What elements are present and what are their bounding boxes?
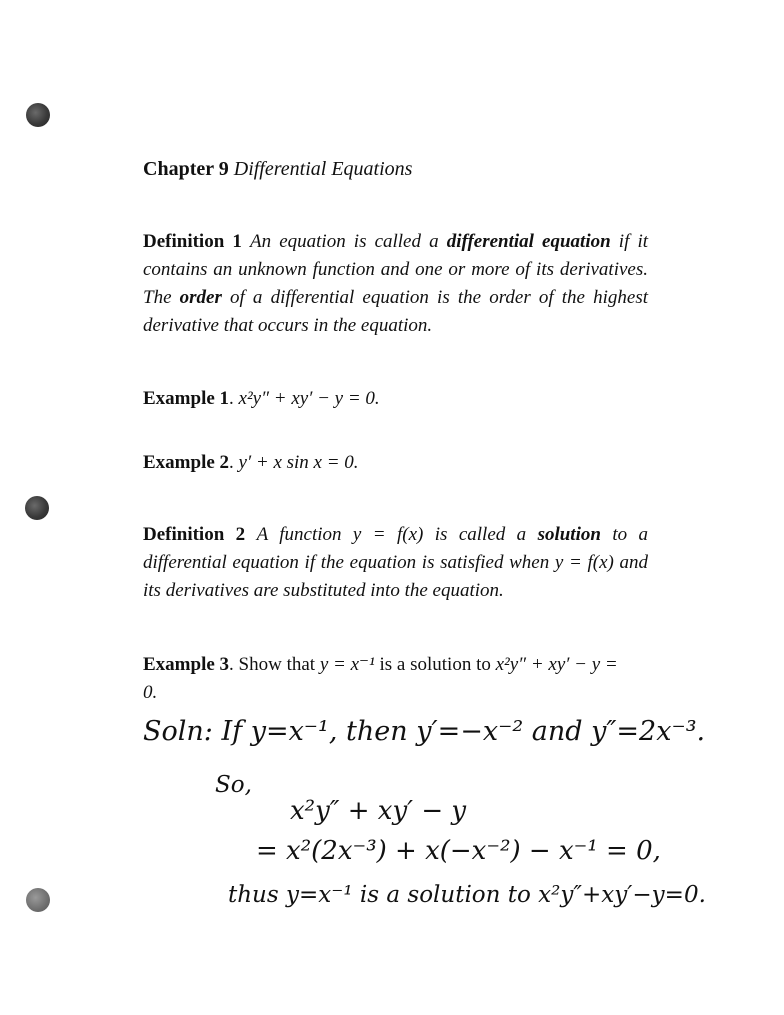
example-1-label: Example 1: [143, 388, 230, 409]
handwritten-solution-line-5: thus y=x⁻¹ is a solution to x²y″+xy′−y=0.: [228, 882, 706, 908]
definition-1-text-b: if it contains an unknown function and one or more of its derivatives. The: [143, 231, 649, 308]
chapter-title: Differential Equations: [233, 158, 413, 180]
example-3-text-a: Show that: [238, 654, 316, 675]
punch-hole-middle: [25, 496, 49, 520]
definition-2-text-a: A function y = f(x) is called a: [256, 524, 527, 545]
example-1-equation: x²y″ + xy′ − y = 0.: [238, 388, 380, 409]
chapter-label: Chapter 9: [143, 158, 229, 180]
example-3-label: Example 3: [143, 654, 230, 675]
definition-2: [143, 521, 648, 605]
definition-1: [143, 228, 648, 340]
definition-1-label: Definition 1: [143, 231, 242, 252]
definition-2-label: Definition 2: [143, 524, 246, 545]
example-1-separator: .: [229, 388, 234, 409]
example-3-text-b: is a solution to: [379, 654, 491, 675]
punch-hole-top: [26, 103, 50, 127]
example-3-separator: .: [229, 654, 234, 675]
handwritten-solution-line-1: Soln: If y=x⁻¹, then y′=−x⁻² and y″=2x⁻³.: [143, 716, 706, 747]
example-1: [143, 385, 648, 413]
definition-2-text-b: to a differential equation if the equation is satisfied when y = f(x) and its derivatives are substituted into the equation.: [143, 524, 649, 601]
definition-1-text-a: An equation is called a: [250, 231, 439, 252]
example-2-label: Example 2: [143, 452, 230, 473]
term-order: order: [179, 287, 222, 308]
chapter-heading: [143, 155, 648, 183]
example-2: [143, 449, 648, 477]
example-2-separator: .: [229, 452, 234, 473]
example-2-equation: y′ + x sin x = 0.: [238, 452, 359, 473]
term-solution: solution: [537, 524, 601, 545]
example-3-function: y = x⁻¹: [319, 654, 375, 675]
punch-hole-bottom: [26, 888, 50, 912]
example-3: [143, 651, 633, 707]
example-3-equation: x²y″ + xy′ − y = 0.: [143, 654, 618, 703]
handwritten-solution-line-3: x²y″ + xy′ − y: [290, 796, 467, 826]
handwritten-solution-line-2: So,: [215, 772, 252, 798]
term-differential-equation: differential equation: [446, 231, 611, 252]
definition-1-text-c: of a differential equation is the order of the highest derivative that occurs in the equation.: [143, 287, 649, 336]
handwritten-solution-line-4: = x²(2x⁻³) + x(−x⁻²) − x⁻¹ = 0,: [256, 836, 661, 866]
